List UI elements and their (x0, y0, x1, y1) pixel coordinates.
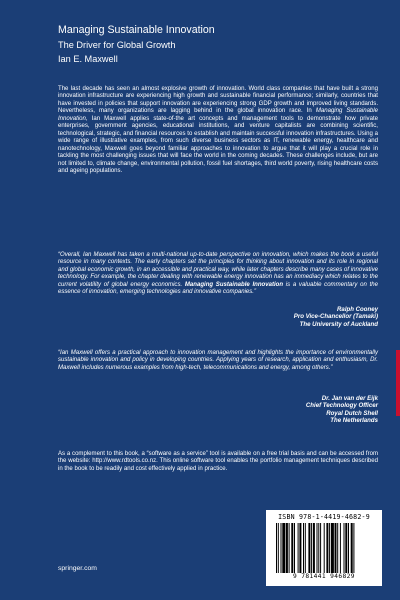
endorser-org: Royal Dutch Shell (326, 409, 378, 417)
endorser-name: Ralph Cooney (337, 306, 378, 313)
book-header (58, 24, 378, 65)
software-tool-note: As a complement to this book, a “software as a service” tool is available on a free trial basis and can be accessed from the website: http://www.rdtools.co.nz. This online software tool enables the portfolio management techniques described in the book to be readily and cost effectively applied in practice. (58, 451, 378, 472)
isbn-label: ISBN 978-1-4419-4682-9 (278, 513, 370, 521)
endorsement-attribution-1 (294, 306, 378, 328)
endorser-role: Chief Technology Officer (305, 402, 378, 410)
ean-digits: 9 781441 946829 (293, 573, 355, 580)
spine-accent-tab (396, 350, 400, 416)
endorser-name: Dr. Jan van der Eijk (321, 395, 378, 402)
quote1-part-1: “Overall, Ian Maxwell has taken a multi-national up-to-date perspective on innovation, which makes the book a useful resource in many contexts. The early chapters set the principles for thinking about innovation and its role in regional and global economic growth, in an accessible and practical way, while later chapters describe many cases of innovative technology. For example, the chapter dealing with renewable energy innovation has an immediacy which relates to the current volatility of global energy economics. (58, 252, 378, 288)
description-book-title: Managing Sustainable Innovation (58, 108, 379, 122)
publisher-url[interactable]: springer.com (58, 565, 97, 572)
quote1-part-2: is a valuable commentary on the essence of innovation, emerging technologies and innovative companies.” (58, 281, 378, 296)
endorsement-quote-1 (58, 252, 378, 297)
book-author: Ian E. Maxwell (58, 54, 118, 64)
endorser-role: Pro Vice-Chancellor (Tamaki) (293, 313, 378, 321)
endorser-country: The Netherlands (330, 417, 378, 425)
book-subtitle: The Driver for Global Growth (58, 40, 176, 50)
endorsement-attribution-2 (306, 395, 378, 425)
isbn-barcode (266, 510, 382, 586)
description-part-2: , Ian Maxwell applies state-of-the art concepts and management tools to demonstrate how private enterprises, government agencies, educational institutions, and venture capitalists are combining scientific, technological, strategic, and financial resources to establish and maintain successful innovation infrastructures. Using a wide range of illustrative examples, from such diverse business sectors as IT, renewable energy, healthcare and nanotechnology, Maxwell goes beyond familiar approaches to innovation to argue that it will play a crucial role in tackling the most challenging issues that will face the world in the coming decades. These challenges include, but are not limited to, climate change, environmental pollution, fossil fuel shortages, third world poverty, rising healthcare costs and ageing populations. (58, 115, 378, 174)
book-description (58, 86, 378, 175)
barcode-bars (276, 523, 372, 573)
description-part-1: The last decade has seen an almost explosive growth of innovation. World class companies that have built a strong innovation infrastructure are experiencing high growth and sustainable financial performance; similarly, countries that have invested in policies that support innovation are experiencing strong GDP growth and improved living standards. Nevertheless, many organizations are lagging behind in the global innovation race. In (58, 86, 378, 115)
book-title: Managing Sustainable Innovation (58, 24, 215, 36)
quote1-book-title: Managing Sustainable Innovation (184, 281, 284, 288)
endorsement-quote-2: “Ian Maxwell offers a practical approach to innovation management and highlights the importance of environmentally sustainable innovation and policy in developing countries. Applying years of research, application and enthusiasm, Dr. Maxwell includes numerous examples from high-tech, telecommunications and energy, among others.” (58, 350, 378, 371)
endorser-org: The University of Auckland (299, 320, 378, 328)
